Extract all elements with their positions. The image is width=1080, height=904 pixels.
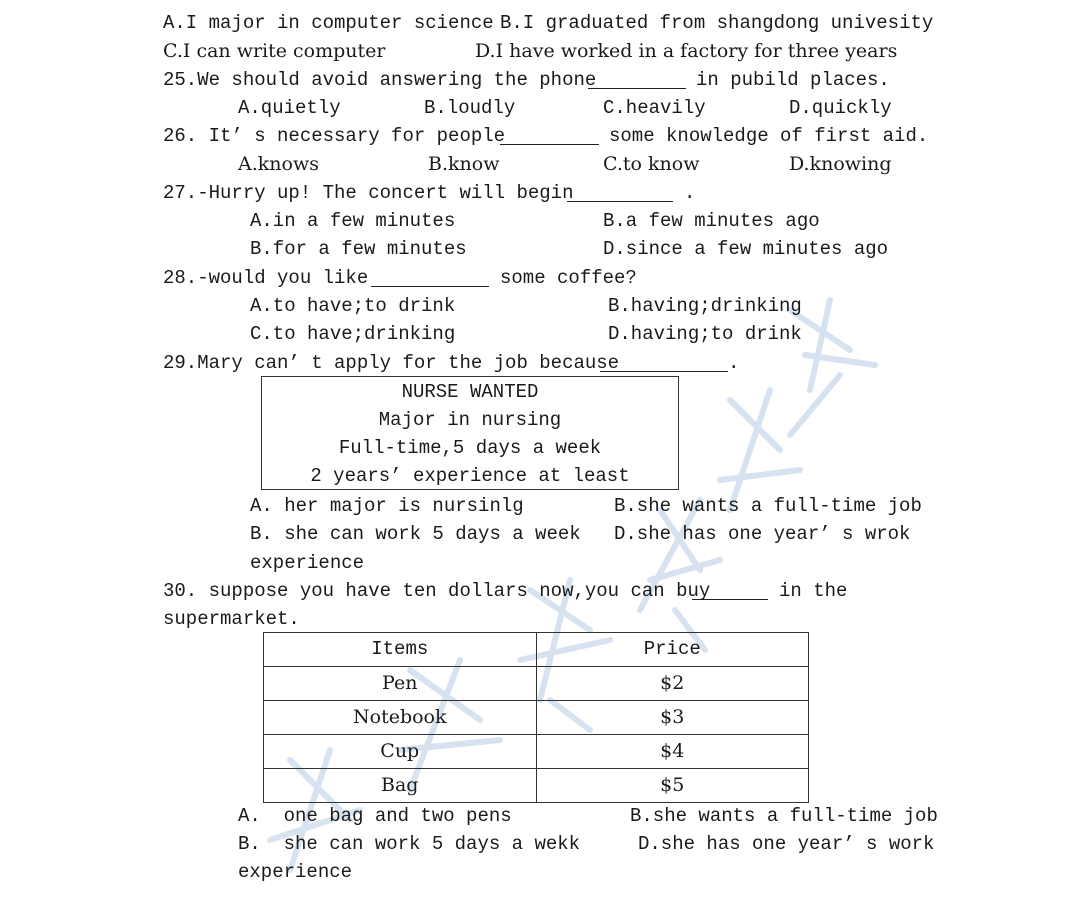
q30-option-b: B.she wants a full-time job [630, 805, 938, 827]
q25-stem-end: in pubild places. [696, 69, 890, 91]
q29-stem: 29.Mary can’ t apply for the job because [163, 352, 620, 374]
q30-stem: 30. suppose you have ten dollars now,you can buy [163, 580, 711, 602]
q24-option-b: B.I graduated from shangdong univesity [500, 12, 934, 34]
q29-option-d: D.she has one year’ s wrok [614, 523, 911, 545]
q29-stem-end: . [728, 352, 740, 374]
table-row [264, 667, 809, 701]
q25-option-c: C.heavily [603, 97, 706, 119]
q30-answer-blank [692, 599, 768, 600]
price-table [263, 632, 809, 803]
q26-stem-end: some knowledge of first aid. [609, 125, 929, 147]
table-header: Items [264, 633, 537, 667]
table-cell: Cup [264, 735, 537, 769]
q25-option-b: B.loudly [424, 97, 516, 119]
q27-option-c: B.for a few minutes [250, 238, 467, 260]
table-cell: Pen [264, 667, 537, 701]
table-cell: $4 [536, 735, 809, 769]
q30-option-continuation: experience [238, 861, 353, 883]
nurse-wanted-notice [261, 376, 679, 490]
q28-option-a: A.to have;to drink [250, 295, 456, 317]
q24-option-a: A.I major in computer science [163, 12, 494, 34]
q28-stem: 28.-would you like [163, 267, 369, 289]
q27-stem: 27.-Hurry up! The concert will begin [163, 182, 574, 204]
q29-option-b: B.she wants a full-time job [614, 495, 922, 517]
notice-line: NURSE WANTED [401, 381, 539, 403]
q26-answer-blank [500, 144, 599, 145]
q25-answer-blank [588, 88, 686, 89]
q29-option-a: A. her major is nursinlg [250, 495, 524, 517]
table-cell: $5 [536, 769, 809, 803]
table-header-row [264, 633, 809, 667]
q26-option-b: B.know [428, 153, 500, 175]
q30-stem-end: in the [779, 580, 848, 602]
table-header: Price [536, 633, 809, 667]
q28-option-d: D.having;to drink [608, 323, 802, 345]
q26-option-d: D.knowing [789, 153, 892, 175]
q28-answer-blank [371, 286, 489, 287]
q28-option-c: C.to have;drinking [250, 323, 456, 345]
q28-option-b: B.having;drinking [608, 295, 802, 317]
q30-stem-line2: supermarket. [163, 608, 300, 630]
q24-option-d: D.I have worked in a factory for three years [475, 40, 898, 62]
table-cell: Bag [264, 769, 537, 803]
q24-option-c: C.I can write computer [163, 40, 386, 62]
q29-option-c: B. she can work 5 days a week [250, 523, 581, 545]
q30-option-a: A. one bag and two pens [238, 805, 512, 827]
q27-answer-blank [567, 201, 673, 202]
q27-option-d: D.since a few minutes ago [603, 238, 889, 260]
table-cell: Notebook [264, 701, 537, 735]
q29-option-continuation: experience [250, 552, 365, 574]
q27-option-b: B.a few minutes ago [603, 210, 820, 232]
q26-option-c: C.to know [603, 153, 700, 175]
notice-line: Full-time,5 days a week [338, 437, 602, 459]
q27-option-a: A.in a few minutes [250, 210, 456, 232]
table-row [264, 701, 809, 735]
q28-stem-end: some coffee? [500, 267, 637, 289]
table-row [264, 735, 809, 769]
q29-answer-blank [600, 371, 728, 372]
notice-line: Major in nursing [378, 409, 562, 431]
notice-line: 2 years’ experience at least [310, 465, 630, 487]
table-cell: $3 [536, 701, 809, 735]
table-row [264, 769, 809, 803]
q25-stem: 25.We should avoid answering the phone [163, 69, 597, 91]
q30-option-d: D.she has one year’ s work [638, 833, 935, 855]
q26-stem: 26. It’ s necessary for people [163, 125, 506, 147]
q27-stem-end: . [684, 182, 696, 204]
q25-option-a: A.quietly [238, 97, 341, 119]
q30-option-c: B. she can work 5 days a wekk [238, 833, 581, 855]
table-cell: $2 [536, 667, 809, 701]
q25-option-d: D.quickly [789, 97, 892, 119]
q26-option-a: A.knows [238, 153, 319, 175]
